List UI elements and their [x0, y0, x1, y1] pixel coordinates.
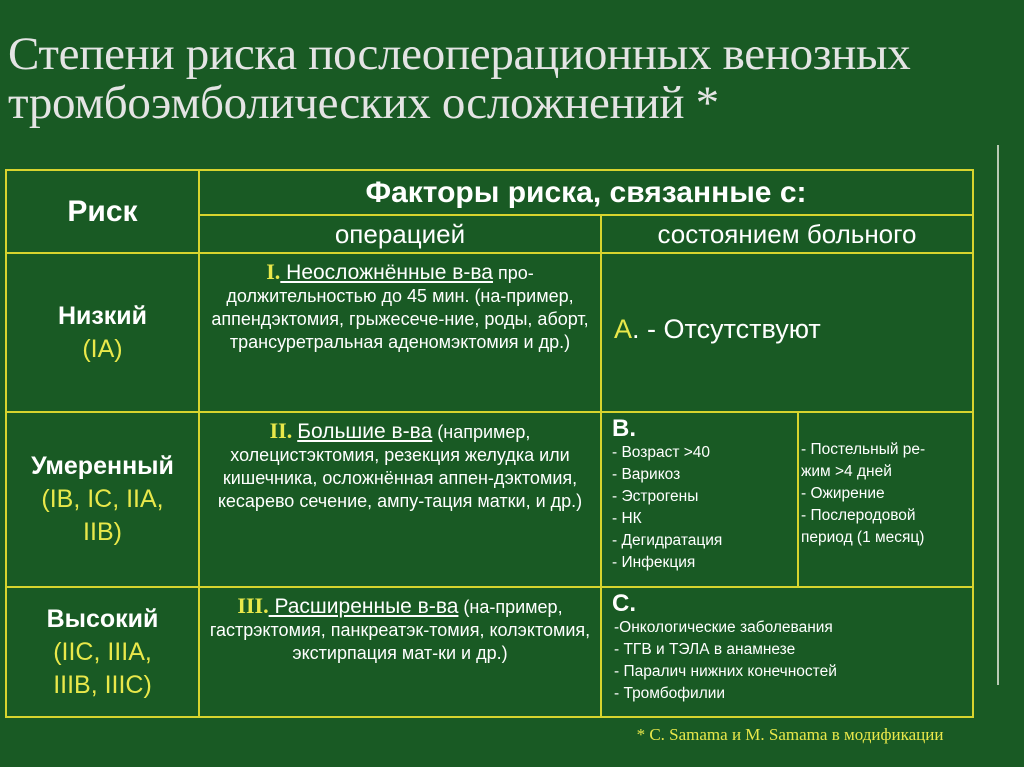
- footnote: * C. Samama и M. Samama в модификации: [636, 725, 944, 744]
- list-item: - Инфекция: [612, 554, 696, 571]
- header-operation: операцией: [334, 219, 466, 249]
- list-item: - Варикоз: [612, 466, 681, 483]
- list-item: жим >4 дней: [801, 463, 892, 480]
- patient-cell-low: [600, 252, 974, 413]
- patient-text-low: . - Отсутствуют: [632, 314, 821, 344]
- list-item: - Постельный ре-: [801, 441, 926, 458]
- patient-list-moderate-b: [799, 439, 972, 549]
- list-item: - Послеродовой: [801, 507, 916, 524]
- patient-cell-moderate-a: [600, 411, 799, 588]
- title-line-1: Степени риска послеоперационных венозных: [8, 30, 911, 80]
- list-item: - Тромбофилии: [614, 685, 726, 702]
- operation-roman-high: III.: [237, 593, 269, 618]
- risk-name-moderate: Умеренный: [31, 452, 174, 480]
- operation-lead-high: Расширенные в-ва: [268, 595, 459, 618]
- list-item: - Ожирение: [801, 485, 885, 502]
- patient-list-high: [602, 617, 972, 705]
- list-item: - НК: [612, 510, 642, 527]
- risk-code-moderate: (IB, IC, IIA, IIB): [41, 485, 164, 546]
- risk-cell-high: [5, 586, 200, 718]
- operation-roman-moderate: II.: [269, 418, 293, 443]
- header-operation-cell: [198, 214, 602, 254]
- operation-text-moderate: (например, холецистэктомия, резекция желудка или кишечника, осложнённая аппен-дэктомия, кесарево сечение, ампу-тация матки, и др.): [217, 422, 583, 511]
- header-risk-cell: [5, 169, 200, 254]
- slide-title: [8, 30, 1024, 128]
- patient-cell-moderate-b: [797, 411, 974, 588]
- risk-cell-moderate: [5, 411, 200, 588]
- risk-cell-low: [5, 252, 200, 413]
- header-patient-cell: [600, 214, 974, 254]
- risk-code-low: (IA): [82, 334, 123, 363]
- operation-roman-low: I.: [266, 259, 281, 284]
- operation-cell-high: [198, 586, 602, 718]
- header-factors-cell: [198, 169, 974, 216]
- list-item: - Паралич нижних конечностей: [614, 663, 837, 680]
- risk-name-low: Низкий: [57, 301, 148, 330]
- risk-name-high: Высокий: [46, 604, 159, 633]
- header-factors: Факторы риска, связанные с:: [365, 175, 807, 209]
- operation-cell-moderate: [198, 411, 602, 588]
- side-divider: [997, 145, 999, 685]
- risk-code-high: (IIC, IIIA, IIIB, IIIC): [53, 637, 152, 699]
- patient-letter-moderate: В.: [612, 415, 637, 442]
- operation-lead-moderate: Большие в-ва: [297, 420, 433, 443]
- operation-text-high: (на-пример, гастрэктомия, панкреатэк-томия, колэктомия, экстирпация мат-ки и др.): [209, 597, 591, 663]
- list-item: - Дегидратация: [612, 532, 723, 549]
- header-patient: состоянием больного: [657, 219, 917, 249]
- patient-list-moderate-a: [602, 442, 797, 574]
- operation-text-low: про-должительностью до 45 мин. (на-пример, аппендэктомия, грыжесече-ние, роды, аборт, трансуретральная аденомэктомия и др.): [211, 263, 589, 352]
- list-item: -Онкологические заболевания: [614, 619, 833, 636]
- list-item: - Возраст >40: [612, 444, 711, 461]
- list-item: - ТГВ и ТЭЛА в анамнезе: [614, 641, 796, 658]
- operation-cell-low: [198, 252, 602, 413]
- patient-letter-low: А: [614, 314, 633, 344]
- patient-letter-high: С.: [612, 590, 637, 617]
- title-line-2: тромбоэмболических осложнений *: [8, 77, 719, 128]
- list-item: период (1 месяц): [801, 529, 925, 546]
- operation-lead-low: Неосложнённые в-ва: [280, 261, 493, 284]
- patient-cell-high: [600, 586, 974, 718]
- list-item: - Эстрогены: [612, 488, 699, 505]
- header-risk: Риск: [67, 194, 138, 228]
